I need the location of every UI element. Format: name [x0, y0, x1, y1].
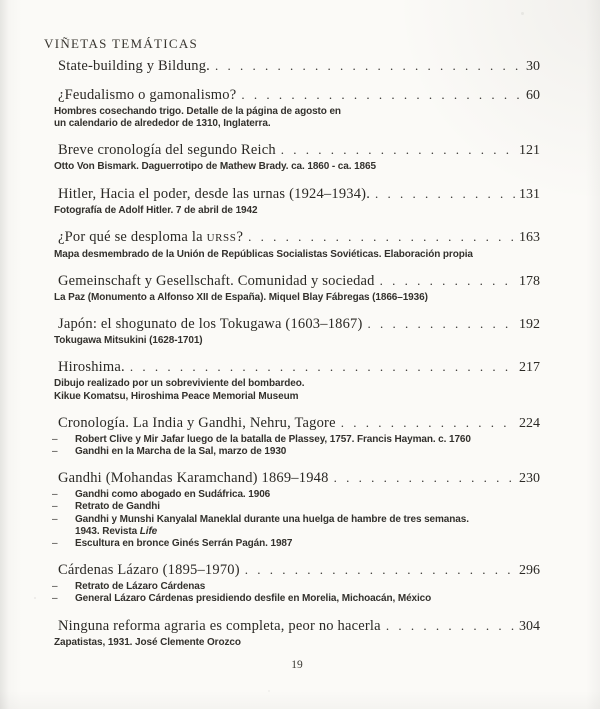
dash-bullet: –: [52, 581, 58, 593]
toc-list: [52, 57, 540, 660]
toc-entry-caption: [54, 637, 540, 649]
toc-entry-page-number: 30: [526, 59, 540, 74]
toc-entry-title-row: [58, 57, 540, 75]
dot-leader: [375, 185, 516, 202]
toc-entry-title: Breve cronología del segundo Reich: [58, 142, 276, 159]
toc-entry-caption: [54, 161, 540, 173]
toc-entry-title-row: [58, 469, 540, 487]
toc-entry-caption: [54, 335, 540, 347]
detail-text: Robert Clive y Mir Jafar luego de la batalla de Plassey, 1757. Francis Hayman. c. 1760: [75, 433, 471, 445]
toc-entry-detail-continuation: [75, 526, 540, 538]
toc-entry-title: Hiroshima.: [58, 359, 125, 376]
toc-entry-title: State-building y Bildung.: [58, 58, 211, 74]
toc-entry-caption: [54, 106, 540, 118]
toc-entry-detail-item: [52, 581, 540, 593]
toc-entry-title: ¿Feudalismo o gamonalismo?: [58, 87, 237, 103]
toc-entry-caption: [54, 118, 540, 130]
toc-entry: [54, 141, 540, 173]
dash-bullet: –: [52, 501, 58, 513]
dot-leader: [281, 141, 516, 158]
toc-entry-title: Gemeinschaft y Gesellschaft. Comunidad y sociedad: [58, 273, 375, 290]
toc-entry-page-number: 60: [526, 88, 540, 103]
toc-entry-page-number: 131: [519, 186, 540, 202]
toc-entry-detail-item: [52, 538, 540, 550]
toc-entry-title-row: [58, 617, 540, 635]
dot-leader: [368, 315, 516, 332]
detail-text: Tokugawa Mitsukini (1628-1701): [54, 335, 203, 347]
toc-entry-title: Gandhi (Mohandas Karamchand) 1869–1948: [58, 470, 329, 487]
detail-text: Gandhi como abogado en Sudáfrica. 1906: [75, 489, 271, 501]
dot-leader: [248, 228, 516, 245]
toc-entry: [58, 57, 540, 75]
toc-entry: [54, 86, 540, 130]
toc-entry: [52, 414, 540, 458]
toc-entry: [54, 185, 540, 217]
toc-entry-page-number: 217: [519, 360, 540, 376]
detail-text: 1943. Revista: [75, 525, 140, 537]
detail-text: La Paz (Monumento a Alfonso XII de España). Miquel Blay Fábregas (1866–1936): [54, 292, 428, 304]
detail-text: Retrato de Lázaro Cárdenas: [75, 581, 206, 593]
toc-entry-page-number: 192: [519, 317, 540, 333]
toc-entry-page-number: 178: [519, 274, 540, 290]
italic-text: Life: [139, 525, 158, 537]
toc-entry: [54, 358, 540, 402]
detail-text: Fotografía de Adolf Hitler. 7 de abril de 1942: [54, 204, 258, 216]
dash-bullet: –: [52, 538, 58, 550]
toc-entry-caption: [54, 249, 540, 261]
toc-entry-detail-item: [52, 489, 540, 501]
toc-entry-title: Cronología. La India y Gandhi, Nehru, Tagore: [58, 414, 336, 431]
toc-entry-detail-item: [52, 501, 540, 513]
toc-entry-page-number: 230: [519, 471, 540, 487]
toc-entry-title-row: [58, 228, 540, 247]
detail-text: Hombres cosechando trigo. Detalle de la página de agosto en: [54, 106, 341, 117]
toc-entry-page-number: 163: [519, 229, 540, 245]
scan-speck: [34, 597, 36, 599]
detail-text: Otto Von Bismark. Daguerrotipo de Mathew Brady. ca. 1860 - ca. 1865: [54, 161, 376, 173]
scan-speck: [268, 690, 270, 692]
toc-entry: [54, 315, 540, 347]
dot-leader: [130, 358, 516, 375]
toc-entry-title-row: [58, 358, 540, 376]
dash-bullet: –: [52, 489, 58, 501]
toc-entry-page-number: 304: [519, 618, 540, 634]
toc-entry-title-row: [58, 272, 540, 290]
toc-entry-title: Ninguna reforma agraria es completa, peor no hacerla: [58, 617, 381, 634]
section-heading: VIÑETAS TEMÁTICAS: [44, 36, 199, 51]
dot-leader: [241, 86, 523, 103]
dot-leader: [334, 469, 516, 486]
smallcaps-acronym: URSS: [206, 231, 237, 244]
toc-entry-page-number: 224: [519, 415, 540, 431]
toc-entry-title: ¿Por qué se desploma la URSS?: [58, 228, 244, 245]
dot-leader: [245, 561, 516, 578]
detail-text: Gandhi y Munshi Kanyalal Maneklal durante una huelga de hambre de tres semanas.: [75, 513, 469, 525]
toc-entry-page-number: 296: [519, 563, 540, 579]
toc-entry-title: Japón: el shogunato de los Tokugawa (1603–1867): [58, 316, 363, 333]
dash-bullet: –: [52, 593, 58, 605]
dash-bullet: –: [52, 433, 58, 445]
toc-entry-title-row: [58, 315, 540, 333]
page-number: 19: [291, 659, 303, 671]
toc-entry-title-row: [58, 561, 540, 579]
toc-entry: [54, 617, 540, 649]
toc-entry-title-row: [58, 185, 540, 203]
detail-text: Gandhi en la Marcha de la Sal, marzo de 1930: [75, 446, 287, 458]
toc-entry-title-row: [58, 141, 540, 159]
detail-text: Retrato de Gandhi: [75, 501, 160, 513]
detail-text: Escultura en bronce Ginés Serrán Pagán. 1987: [75, 538, 293, 550]
dash-bullet: –: [52, 446, 58, 458]
toc-entry-title: Cárdenas Lázaro (1895–1970): [58, 562, 240, 579]
toc-entry-detail-item: [52, 434, 540, 446]
scan-speck: [521, 12, 524, 15]
dot-leader: [215, 57, 523, 74]
dash-bullet: –: [52, 513, 58, 525]
toc-entry: [54, 228, 540, 261]
toc-entry: [54, 272, 540, 304]
toc-entry: [52, 469, 540, 550]
toc-entry-caption: [54, 205, 540, 217]
detail-text: Mapa desmembrado de la Unión de Repúblicas Socialistas Soviéticas. Elaboración propia: [54, 248, 473, 260]
detail-text: Zapatistas, 1931. José Clemente Orozco: [54, 636, 241, 648]
toc-entry-title-row: [58, 86, 540, 104]
toc-entry-caption: [54, 391, 540, 403]
toc-entry-title-row: [58, 414, 540, 432]
detail-text: General Lázaro Cárdenas presidiendo desfile en Morelia, Michoacán, México: [75, 593, 432, 605]
dot-leader: [341, 414, 516, 431]
toc-entry-caption: [54, 378, 540, 390]
dot-leader: [386, 617, 516, 634]
toc-entry-detail-item: [52, 593, 540, 605]
toc-entry: [52, 561, 540, 605]
toc-entry-title: Hitler, Hacia el poder, desde las urnas (1924–1934).: [58, 185, 371, 202]
detail-text: Kikue Komatsu, Hiroshima Peace Memorial Museum: [54, 390, 299, 402]
detail-text: Dibujo realizado por un sobreviviente del bombardeo.: [54, 378, 305, 390]
dot-leader: [380, 272, 516, 289]
toc-entry-detail-item: [52, 446, 540, 458]
toc-entry-page-number: 121: [519, 143, 540, 159]
detail-text: un calendario de alrededor de 1310, Inglaterra.: [54, 118, 271, 130]
toc-entry-caption: [54, 292, 540, 304]
toc-entry-detail-item: [52, 514, 540, 526]
